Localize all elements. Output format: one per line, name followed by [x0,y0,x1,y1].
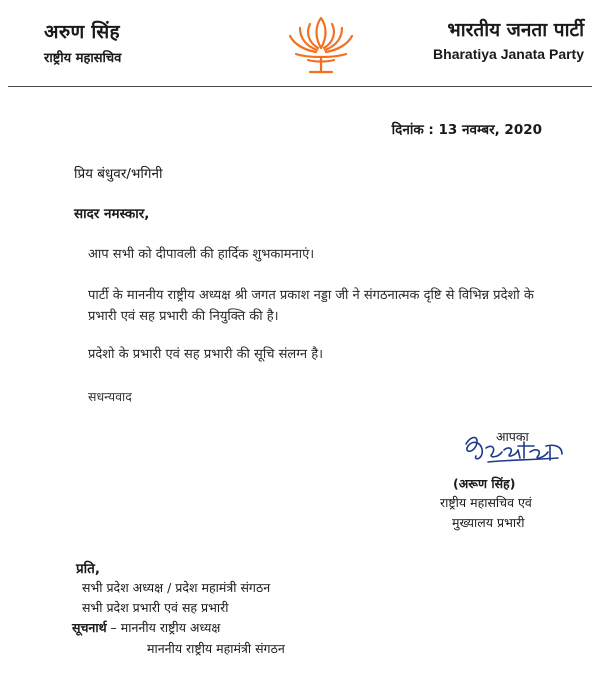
signatory-name: (अरूण सिंह) [453,476,516,491]
sender-name: अरुण सिंह [44,21,120,43]
sender-designation: राष्ट्रीय महासचिव [44,51,122,66]
info-recipient: – माननीय राष्ट्रीय अध्यक्ष [110,620,221,635]
info-label: सूचनार्थ [72,620,107,635]
greeting: सादर नमस्कार, [74,206,150,222]
info-recipient: माननीय राष्ट्रीय महामंत्री संगठन [147,641,285,656]
recipients-heading: प्रति, [76,561,101,577]
recipient-line: सभी प्रदेश प्रभारी एवं सह प्रभारी [82,600,229,615]
header-divider [8,86,592,87]
paragraph-diwali-wishes: आप सभी को दीपावली की हार्दिक शुभकामनाएं। [88,247,315,262]
signatory-designation-line1: राष्ट्रीय महासचिव एवं [440,495,532,510]
letter-date: दिनांक : 13 नवम्बर, 2020 [391,122,542,138]
info-recipient-line [72,619,220,636]
party-name-english: Bharatiya Janata Party [433,46,584,62]
signature-yours: आपका [496,429,529,444]
paragraph-appointment: पार्टी के माननीय राष्ट्रीय अध्यक्ष श्री जगत प्रकाश नड्डा जी ने संगठनात्मक दृष्टि से विभिन्न प्रदेशो के प्रभारी एवं सह प्रभारी की नियुक्ति की है। [88,288,534,324]
party-name-hindi: भारतीय जनता पार्टी [447,19,584,41]
signatory-designation-line2: मुख्यालय प्रभारी [452,515,525,530]
lotus-icon [286,14,356,76]
closing-thanks: सधन्यवाद [88,389,132,404]
recipient-line: सभी प्रदेश अध्यक्ष / प्रदेश महामंत्री संगठन [82,580,271,595]
salutation: प्रिय बंधुवर/भगिनी [74,166,163,182]
paragraph-list-attached: प्रदेशो के प्रभारी एवं सह प्रभारी की सूचि संलग्न है। [88,347,324,362]
